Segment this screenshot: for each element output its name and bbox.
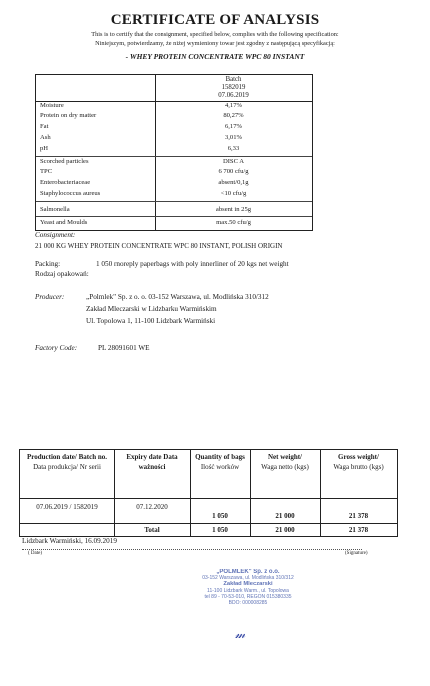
total-net-weight: 21 000 [275, 526, 295, 534]
row-expiry: 07.12.2020 [136, 503, 168, 511]
value-scorched: DISC A [222, 158, 245, 165]
signature-label: (Signature) [345, 551, 368, 556]
date-label: ( Date) [28, 551, 43, 556]
param-yeast: Yeast and Moulds [40, 219, 88, 226]
param-salmonella: Salmonella [40, 206, 70, 213]
value-fat: 6,17% [224, 123, 243, 130]
param-ph: pH [40, 145, 49, 152]
producer-label: Producer: [35, 293, 65, 301]
row-gross-weight: 21 378 [348, 512, 369, 520]
quantity-table [19, 449, 398, 537]
consignment-text: 21 000 KG WHEY PROTEIN CONCENTRATE WPC 80 INSTANT, POLISH ORIGIN [35, 242, 283, 250]
total-gross-weight: 21 378 [348, 526, 369, 534]
intro-polish: Niniejszym, potwierdzamy, że niżej wymieniony towar jest zgodny z następującą specyfikacją: [95, 40, 335, 47]
factory-code-label: Factory Code: [35, 344, 78, 352]
header-expiry-date: Expiry date Data ważności [126, 453, 178, 471]
packing-text: 1 050 rnoreply paperbags with poly innerliner of 20 kgs net weight [96, 260, 289, 268]
value-protein: 80,27% [223, 112, 244, 119]
specification-table [35, 74, 313, 231]
batch-date: 07.06.2019 [218, 92, 249, 99]
consignment-label: Consignment: [35, 231, 76, 239]
producer-line-1: „Polmlek" Sp. z o. o. 03-152 Warszawa, ul. Modlińska 310/312 [86, 293, 269, 301]
row-bags: 1 050 [212, 512, 228, 520]
header-gross-weight: Gross weight/ Waga brutto (kgs) [333, 453, 384, 471]
batch-number: 1582019 [221, 84, 246, 91]
packing-label: Packing: [35, 260, 61, 268]
value-staph: <10 cfu/g [220, 190, 247, 197]
document-title: CERTIFICATE OF ANALYSIS [110, 12, 320, 28]
row-batch: 07.06.2019 / 1582019 [36, 503, 98, 511]
place-and-date: Lidzbark Warmiński, 16.09.2019 [22, 537, 117, 545]
param-enterobacteriaceae: Enterobacteriaceae [40, 179, 91, 186]
factory-code: PL 28091601 WE [98, 344, 150, 352]
company-stamp: „POLMLEK" Sp. z o.o. 03-152 Warszawa, ul. Modlińska 310/312 Zakład Mleczarski 11-100 Lidzbark Warm., ul. Topolowa tel 89 - 70-53-010, REGON 015380335 BDO: 000008285 [202, 569, 294, 607]
value-ph: 6,33 [227, 145, 240, 152]
value-yeast: max.50 cfu/g [216, 219, 251, 226]
value-ash: 3,01% [224, 134, 243, 141]
total-bags: 1 050 [212, 526, 228, 534]
producer-line-3: Ul. Topolowa 1, 11-100 Lidzbark Warmiński [86, 317, 216, 325]
total-label: Total [144, 526, 160, 534]
intro-english: This is to certify that the consignment, specified below, complies with the following specification: [91, 31, 339, 38]
param-tpc: TPC [40, 168, 53, 175]
param-fat: Fat [40, 123, 49, 130]
param-protein: Protein on dry matter [40, 112, 97, 119]
param-ash: Ash [40, 134, 51, 141]
value-salmonella: absent in 25g [215, 206, 252, 213]
param-moisture: Moisture [40, 102, 64, 109]
product-subtitle: - WHEY PROTEIN CONCENTRATE WPC 80 INSTANT [125, 52, 305, 61]
producer-line-2: Zakład Mleczarski w Lidzbarku Warmińskim [86, 305, 217, 313]
header-quantity-bags: Quantity of bags Ilość worków [195, 453, 245, 471]
handwritten-signature: 𝓂 [235, 627, 246, 641]
value-tpc: 6 700 cfu/g [218, 168, 249, 175]
value-enterobacteriaceae: absent/0,1g [218, 179, 249, 186]
value-moisture: 4,17% [224, 102, 243, 109]
packing-label-polish: Rodzaj opakowań: [35, 270, 89, 278]
param-scorched: Scorched particles [40, 158, 89, 165]
row-net-weight: 21 000 [275, 512, 295, 520]
header-production-date: Production date/ Batch no. Data produkcja/ Nr serii [27, 453, 107, 471]
header-net-weight: Net weight/ Waga netto (kgs) [261, 453, 309, 471]
batch-label: Batch [225, 76, 242, 83]
param-staph: Staphylococcus aureus [40, 190, 101, 197]
